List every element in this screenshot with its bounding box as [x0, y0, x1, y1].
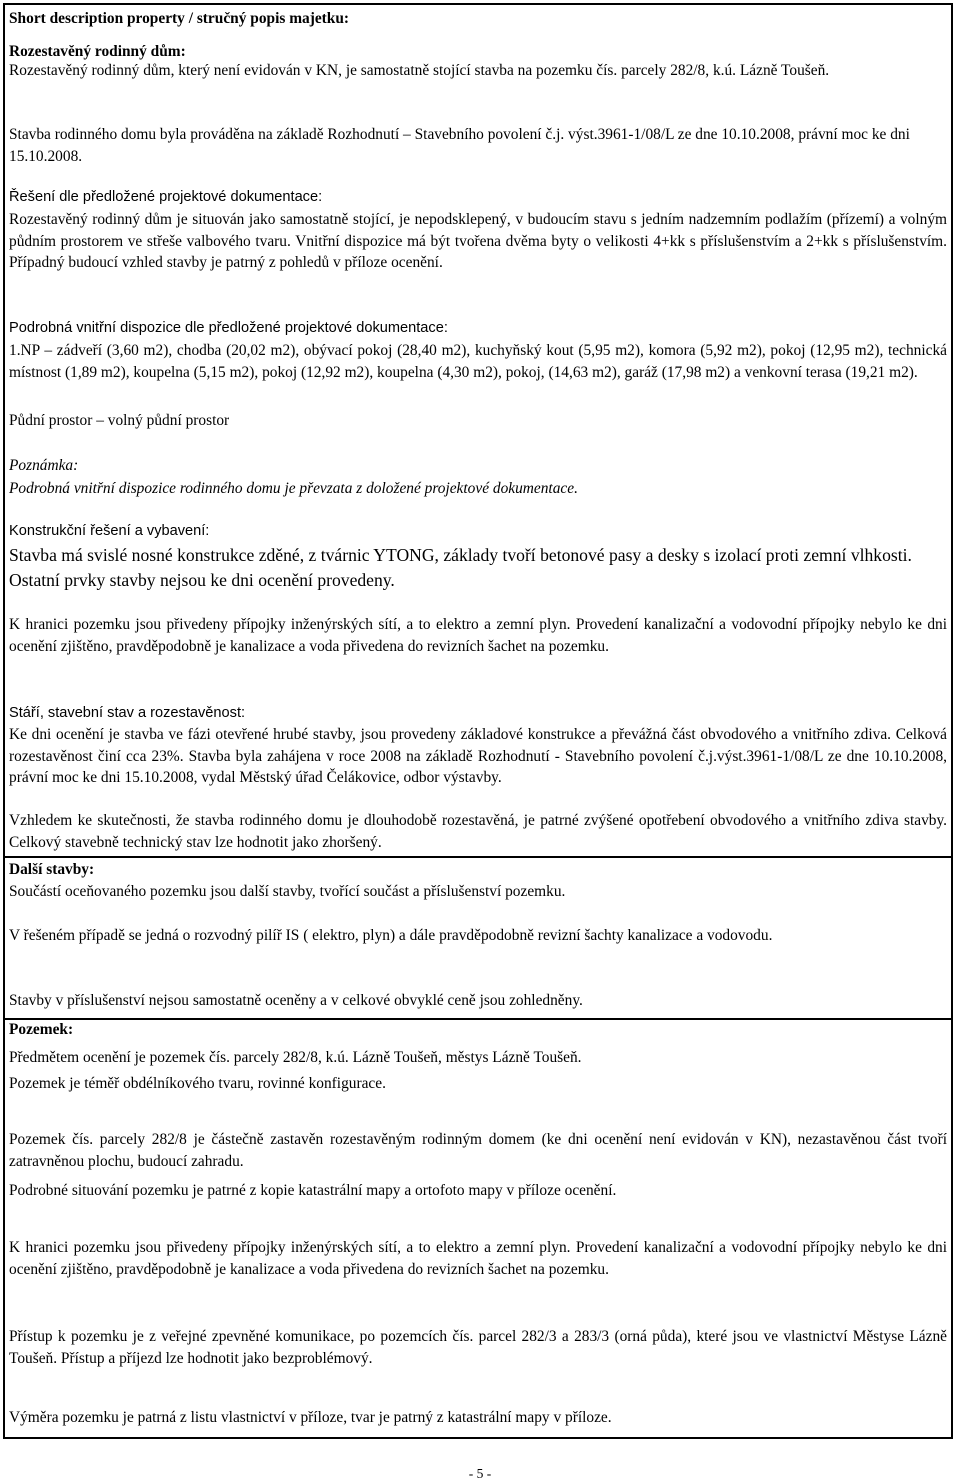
land-paragraph-2: Pozemek je téměř obdélníkového tvaru, rovinné konfigurace.	[9, 1075, 386, 1092]
construction-paragraph: Stavba má svislé nosné konstrukce zděné, z tvárnic YTONG, základy tvoří betonové pasy a desky s izolací proti zemní vlhkosti. Ostatní prvky stavby nejsou ke dni ocenění provedeny.	[9, 545, 912, 590]
age-heading: Stáří, stavební stav a rozestavěnost:	[9, 705, 246, 721]
layout-paragraph: 1.NP – zádveří (3,60 m2), chodba (20,02 m2), obývací pokoj (28,40 m2), kuchyňský kout (5,95 m2), komora (5,92 m2), pokoj (12,95 m2), technická místnost (1,89 m2), koupelna (5,15 m2), pokoj (12,92 m2), koupelna (4,30 m2), pokoj, (14,63 m2), garáž (17,98 m2) a venkovní terasa (19,21 m2).	[9, 342, 947, 381]
note-label: Poznámka:	[9, 457, 79, 474]
land-paragraph-5: K hranici pozemku jsou přivedeny přípojky inženýrských sítí, a to elektro a zemní plyn. Provedení kanalizační a vodovodní přípojky nebylo ke dni ocenění zjištěno, pravděpodobně je kanalizace a voda přivedena do revizních šachet na pozemku.	[9, 1239, 947, 1278]
note-text: Podrobná vnitřní dispozice rodinného domu je převzata z doložené projektové dokumentace.	[9, 480, 578, 497]
other-buildings-paragraph-1: Součástí oceňovaného pozemku jsou další stavby, tvořící součást a příslušenství pozemku.	[9, 883, 566, 900]
solution-heading: Řešení dle předložené projektové dokumentace:	[9, 189, 323, 205]
age-paragraph: Ke dni ocenění je stavba ve fázi otevřené hrubé stavby, jsou provedeny základové konstrukce a převážná část obvodového a vnitřního zdiva. Celková rozestavěnost činí cca 23%. Stavba byla zahájena v roce 2008 na základě Rozhodnutí - Stavebního povolení č.j.výst.3961-1/08/L ze dne 10.10.2008, právní moc ke dni 15.10.2008, vydal Městský úřad Čelákovice, odbor výstavby.	[9, 726, 947, 786]
utilities-paragraph: K hranici pozemku jsou přivedeny přípojky inženýrských sítí, a to elektro a zemní plyn. Provedení kanalizační a vodovodní přípojky nebylo ke dni ocenění zjištěno, pravděpodobně je kanalizace a voda přivedena do revizních šachet na pozemku.	[9, 616, 947, 655]
section-divider-other-buildings	[5, 856, 951, 858]
land-paragraph-1: Předmětem ocenění je pozemek čís. parcely 282/8, k.ú. Lázně Toušeň, městys Lázně Toušeň.	[9, 1049, 582, 1066]
attic-paragraph: Půdní prostor – volný půdní prostor	[9, 412, 230, 429]
land-paragraph-3: Pozemek čís. parcely 282/8 je částečně zastavěn rozestavěným rodinným domem (ke dni ocenění není evidován v KN), nezastavěnou část tvoří zatravněnou plochu, budoucí zahradu.	[9, 1131, 947, 1170]
other-buildings-paragraph-3: Stavby v příslušenství nejsou samostatně oceněny a v celkové obvyklé ceně jsou zohledněny.	[9, 992, 583, 1009]
permit-paragraph: Stavba rodinného domu byla prováděna na základě Rozhodnutí – Stavebního povolení č.j. výst.3961-1/08/L ze dne 10.10.2008, právní moc ke dni 15.10.2008.	[9, 126, 910, 165]
page-title: Short description property / stručný popis majetku:	[9, 10, 350, 27]
land-paragraph-4: Podrobné situování pozemku je patrné z kopie katastrální mapy a ortofoto mapy v příloze ocenění.	[9, 1182, 617, 1199]
layout-heading: Podrobná vnitřní dispozice dle předložené projektové dokumentace:	[9, 320, 448, 336]
intro-paragraph: Rozestavěný rodinný dům, který není evidován v KN, je samostatně stojící stavba na pozemku čís. parcely 282/8, k.ú. Lázně Toušeň.	[9, 62, 830, 79]
other-buildings-heading: Další stavby:	[9, 861, 95, 878]
land-paragraph-6: Přístup k pozemku je z veřejné zpevněné komunikace, po pozemcích čís. parcel 282/3 a 283/3 (orná půda), které jsou ve vlastnictví Městyse Lázně Toušeň. Přístup a příjezd lze hodnotit jako bezproblémový.	[9, 1328, 947, 1367]
solution-paragraph: Rozestavěný rodinný dům je situován jako samostatně stojící, je nepodsklepený, v budoucím stavu s jedním nadzemním podlažím (přízemí) a volným půdním prostorem ve střeše valbového tvaru. Vnitřní dispozice má být tvořena dvěma byty o velikosti 4+kk s příslušenstvím a 2+kk s příslušenstvím. Případný budoucí vzhled stavby je patrný z pohledů v příloze ocenění.	[9, 211, 947, 271]
wear-paragraph: Vzhledem ke skutečnosti, že stavba rodinného domu je dlouhodobě rozestavěná, je patrné zvýšené opotřebení obvodového a vnitřního zdiva stavby. Celkový stavebně technický stav lze hodnotit jako zhoršený.	[9, 812, 947, 851]
land-paragraph-7: Výměra pozemku je patrná z listu vlastnictví v příloze, tvar je patrný z katastrální mapy v příloze.	[9, 1409, 612, 1426]
page-number: - 5 -	[468, 1466, 492, 1481]
construction-heading: Konstrukční řešení a vybavení:	[9, 523, 210, 539]
property-subtitle: Rozestavěný rodinný dům:	[9, 43, 186, 60]
other-buildings-paragraph-2: V řešeném případě se jedná o rozvodný pilíř IS ( elektro, plyn) a dále pravděpodobně revizní šachty kanalizace a vodovodu.	[9, 927, 773, 944]
land-heading: Pozemek:	[9, 1021, 74, 1038]
